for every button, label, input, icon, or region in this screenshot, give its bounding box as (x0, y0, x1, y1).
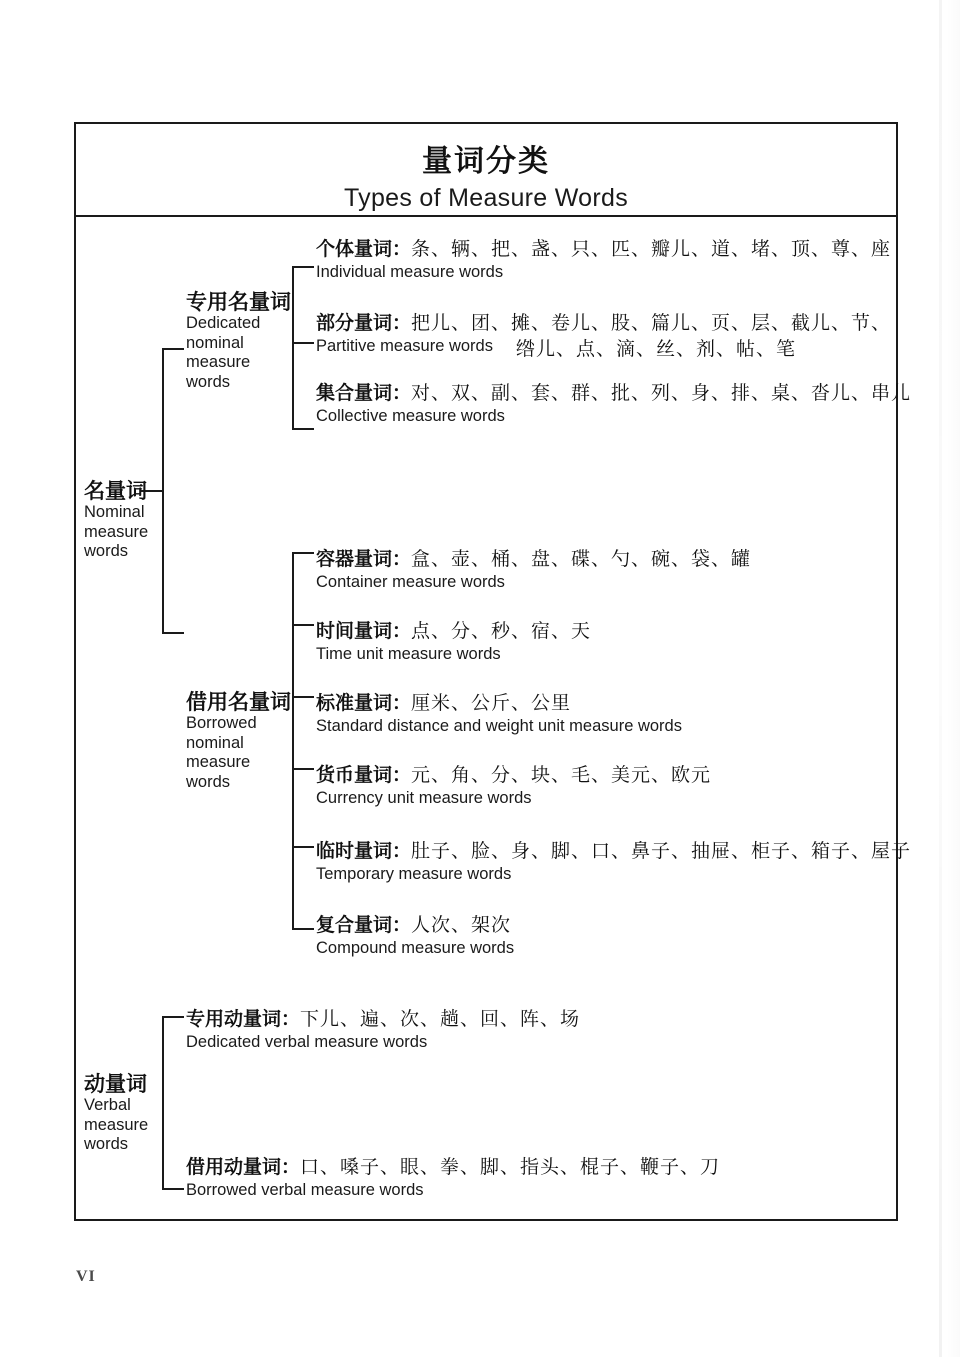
bracket-verbal-stub-borrowed (162, 1188, 184, 1190)
row-partitive-label: 部分量词： (316, 312, 412, 334)
row-temporary-items: 肚子、脸、身、脚、口、鼻子、抽屉、柜子、箱子、屋子 (411, 840, 912, 862)
bracket-borrowed-stub-container (292, 552, 314, 554)
page-number: VI (76, 1268, 96, 1285)
row-container-cn (316, 548, 751, 572)
row-dedicated-verbal-items: 下儿、遍、次、趟、回、阵、场 (300, 1008, 581, 1030)
bracket-dedicated-stub-collective (292, 428, 314, 430)
row-standard-label: 标准量词： (316, 692, 412, 714)
bracket-borrowed-stub-temporary (292, 846, 314, 848)
category-dedicated-nominal-en: Dedicated nominal measure words (186, 314, 261, 391)
row-borrowed-verbal-en: Borrowed verbal measure words (186, 1180, 424, 1199)
bracket-nominal-stub-bottom (162, 632, 184, 634)
bracket-verbal-stub-dedicated (162, 1016, 184, 1018)
row-individual-cn (316, 238, 891, 262)
category-nominal-cn: 名量词 (84, 479, 147, 503)
row-standard-cn (316, 692, 682, 716)
row-time-cn (316, 620, 591, 644)
row-compound-cn (316, 914, 514, 938)
row-time (316, 620, 591, 665)
category-verbal-cn: 动量词 (84, 1072, 147, 1096)
bracket-dedicated-stub-partitive (292, 342, 314, 344)
page-title-chinese: 量词分类 (422, 144, 550, 179)
row-temporary-en: Temporary measure words (316, 864, 512, 883)
row-compound-label: 复合量词： (316, 914, 412, 936)
row-compound (316, 914, 514, 959)
row-currency (316, 764, 711, 809)
row-partitive-items: 把儿、团、摊、卷儿、股、篇儿、页、层、截儿、节、 (411, 312, 892, 334)
bracket-nominal-stub-top (162, 348, 184, 350)
bracket-borrowed-nominal (292, 552, 294, 928)
category-dedicated-nominal (186, 290, 291, 392)
row-borrowed-verbal-cn (186, 1156, 720, 1180)
scan-edge-artifact (939, 0, 942, 1357)
bracket-dedicated-stub-individual (292, 266, 314, 268)
row-compound-en: Compound measure words (316, 938, 515, 957)
row-individual (316, 238, 891, 283)
bracket-dedicated-nominal (292, 266, 294, 428)
row-dedicated-verbal-en: Dedicated verbal measure words (186, 1032, 428, 1051)
row-borrowed-verbal-label: 借用动量词： (186, 1156, 301, 1178)
row-standard (316, 692, 682, 737)
row-temporary-label: 临时量词： (316, 840, 412, 862)
row-currency-en: Currency unit measure words (316, 788, 532, 807)
bracket-borrowed-stub-compound (292, 928, 314, 930)
row-collective-items: 对、双、副、套、群、批、列、身、排、桌、沓儿、串儿 (411, 382, 912, 404)
row-individual-en: Individual measure words (316, 262, 504, 281)
row-dedicated-verbal-label: 专用动量词： (186, 1008, 301, 1030)
row-collective-en: Collective measure words (316, 406, 505, 425)
category-verbal (84, 1072, 179, 1155)
bracket-borrowed-stub-currency (292, 768, 314, 770)
row-currency-label: 货币量词： (316, 764, 412, 786)
bracket-borrowed-stub-time (292, 624, 314, 626)
row-container-label: 容器量词： (316, 548, 412, 570)
row-standard-items: 厘米、公斤、公里 (411, 692, 572, 714)
row-collective-label: 集合量词： (316, 382, 412, 404)
row-borrowed-verbal (186, 1156, 720, 1201)
row-dedicated-verbal-cn (186, 1008, 580, 1032)
category-borrowed-nominal-cn: 借用名量词 (186, 690, 291, 714)
row-dedicated-verbal (186, 1008, 580, 1053)
row-collective-cn (316, 382, 911, 406)
row-compound-items: 人次、架次 (411, 914, 512, 936)
row-partitive-items-line2: 绺儿、点、滴、丝、剂、帖、笔 (516, 338, 797, 360)
category-nominal (84, 479, 179, 562)
row-individual-items: 条、辆、把、盏、只、匹、瓣儿、道、堵、顶、尊、座 (411, 238, 892, 260)
row-currency-items: 元、角、分、块、毛、美元、欧元 (411, 764, 712, 786)
page-title-english: Types of Measure Words (343, 184, 629, 212)
category-nominal-en: Nominal measure words (84, 503, 149, 561)
row-individual-label: 个体量词： (316, 238, 412, 260)
row-container (316, 548, 751, 593)
bracket-borrowed-stub-standard (292, 696, 314, 698)
row-time-items: 点、分、秒、宿、天 (411, 620, 592, 642)
category-borrowed-nominal-en: Borrowed nominal measure words (186, 714, 257, 791)
row-time-en: Time unit measure words (316, 644, 501, 663)
row-borrowed-verbal-items: 口、嗓子、眼、拳、脚、指头、棍子、鞭子、刀 (300, 1156, 721, 1178)
chart-frame (74, 122, 912, 1221)
category-borrowed-nominal (186, 690, 291, 792)
row-standard-en: Standard distance and weight unit measure words (316, 716, 682, 735)
category-dedicated-nominal-cn: 专用名量词 (186, 290, 291, 314)
scan-edge-shadow (946, 0, 960, 1357)
row-temporary-cn (316, 840, 911, 864)
row-currency-cn (316, 764, 711, 788)
row-collective (316, 382, 911, 427)
row-time-label: 时间量词： (316, 620, 412, 642)
row-container-en: Container measure words (316, 572, 505, 591)
chart-title-band (76, 124, 896, 217)
row-partitive-en: Partitive measure words (316, 336, 493, 355)
row-temporary (316, 840, 911, 885)
row-partitive-cn (316, 312, 891, 336)
row-container-items: 盒、壶、桶、盘、碟、勺、碗、袋、罐 (411, 548, 752, 570)
category-verbal-en: Verbal measure words (84, 1096, 149, 1154)
